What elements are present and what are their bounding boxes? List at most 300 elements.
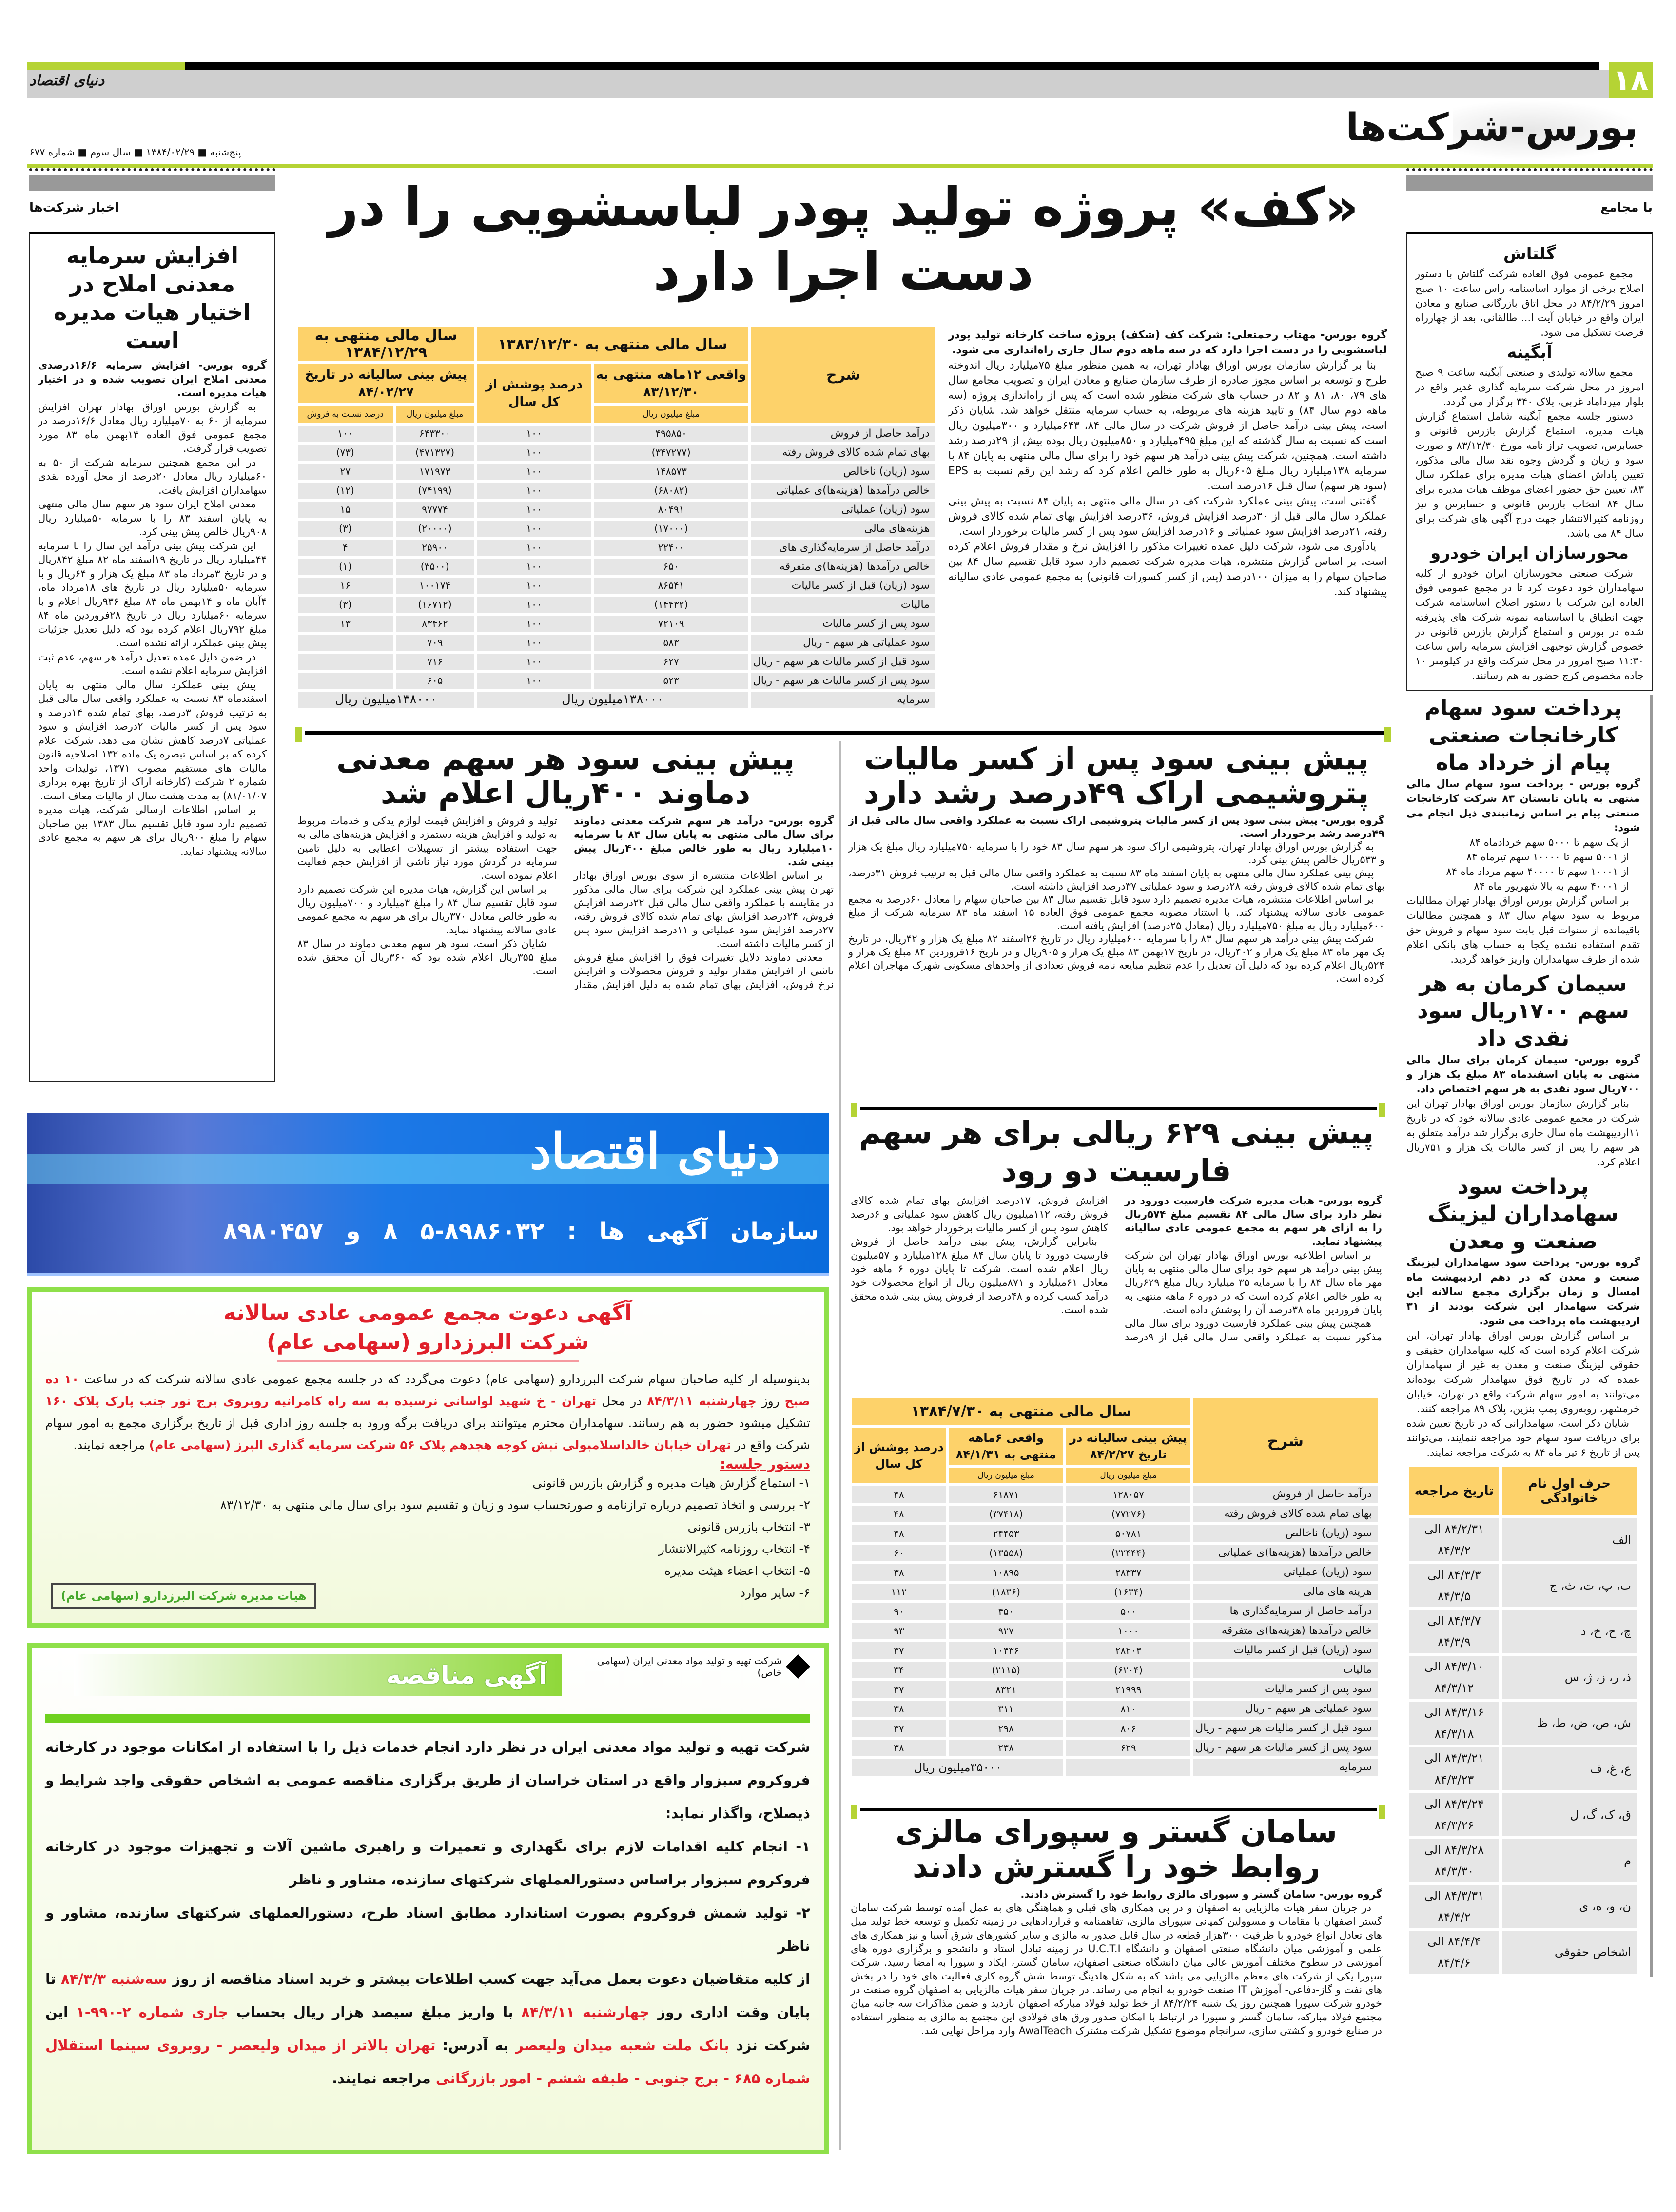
- table-row: [852, 1642, 1378, 1659]
- headline: پیش بینی سود هر سهم معدنی دماوند ۴۰۰ریال اعلام شد: [336, 741, 795, 811]
- ad-phones: [223, 1218, 819, 1245]
- paragraph: ۴- انتخاب روزنامه کثیرالانتشار: [658, 1542, 810, 1556]
- article-farsit: [851, 1114, 1382, 1344]
- group-header: سال مالی منتهی به ۱۳۸۳/۱۲/۳۰: [477, 327, 748, 361]
- cell: ۲۴۴۵۳: [949, 1525, 1064, 1542]
- cell: ۵۰۷۸۱: [1066, 1525, 1190, 1542]
- cell: ۱۵: [298, 502, 393, 518]
- paragraph: همچنین پیش بینی عملکرد فارسیت دورود برای سال مالی مذکور نسبت به عملکرد واقعی سال مالی قبل از ۹درصد افزایش فروش، ۱۷درصد افزایش بهای تمام شده کالای فروش رفته، ۱۱۲میلیون ریال کاهش سود عملیاتی و ۶درصد کاهش سود پس از کسر مالیات برخوردار خواهد بود.: [851, 1195, 1382, 1343]
- headline: پرداخت سود سهام کارخانجات صنعتی پیام از خرداد ماه: [1424, 696, 1622, 775]
- table-row: [1409, 1518, 1637, 1561]
- signature: هیات مدیره شرکت البرزدارو (سهامی عام): [51, 1583, 316, 1609]
- row-label: درآمد حاصل از سرمایه‌گذاری ها: [1193, 1603, 1378, 1620]
- paragraph: بنابراین گزارش، پیش بینی درآمد حاصل از فروش فارسیت دورود تا پایان سال ۸۴ مبلغ ۱۲۸میلیارد و ۵۷میلیون ریال اعلام شده است. شرکت تا پایان دوره ۶ ماهه خود معادل ۶۱میلیارد و ۸۷۱میلیون ریال از انواع محصولات خود درآمد کسب کرده و ۴۸درصد از فروش پیش بینی شده محقق شده است.: [851, 1236, 1109, 1316]
- row-label: مالیات: [1193, 1662, 1378, 1678]
- text: در محل: [596, 1394, 647, 1408]
- cell: (۱۸۳۶): [949, 1584, 1064, 1600]
- table-row: [1409, 1702, 1637, 1745]
- masthead-bar: [185, 62, 1599, 70]
- table-row: [852, 1506, 1378, 1522]
- column-label: با مجامع: [1600, 200, 1653, 215]
- cell: ۶۲۷: [594, 654, 748, 670]
- cell: ۸۴/۳/۱۰ الی ۸۴/۳/۱۲: [1409, 1656, 1499, 1699]
- cell: سرمایه: [751, 692, 935, 708]
- article-body: [851, 1194, 1382, 1344]
- cell: ۷۱۶: [396, 654, 474, 670]
- row-label: هزینه های مالی: [1193, 1584, 1378, 1600]
- paragraph: ۲- بررسی و اتخاذ تصمیم درباره ترازنامه و صورتحساب سود و زیان و تقسیم سود برای سال مالی منتهی به ۸۳/۱۲/۳۰: [220, 1498, 810, 1512]
- cell: (۷۴۱۹۹): [396, 483, 474, 499]
- table-row: [298, 426, 935, 442]
- cell: ۹۰: [852, 1603, 946, 1620]
- cell: (۱۶۳۴): [1066, 1584, 1190, 1600]
- sub-header: مبلغ میلیون ریال: [1066, 1468, 1190, 1483]
- paragraph: مجمع سالانه تولیدی و صنعتی آبگینه ساعت ۹ صبح امروز در محل شرکت سرمایه گذاری غدیر واقع در بلوار میرداماد غربی، پلاک ۳۴۰ برگزار می گردد.: [1415, 367, 1644, 407]
- article-body: [948, 328, 1387, 600]
- item-title: گلتاش: [1503, 244, 1556, 264]
- paragraph: ۶- سایر موارد: [740, 1586, 810, 1600]
- row-label: مالیات: [751, 597, 935, 613]
- cell: ۱۴۸۵۷۳: [594, 464, 748, 480]
- table-row: [298, 502, 935, 518]
- row-label: سود عملیاتی هر سهم - ریال: [751, 635, 935, 651]
- table-row: [852, 1525, 1378, 1542]
- headline: پیش بینی سود پس از کسر مالیات پتروشیمی اراک ۴۹درصد رشد دارد: [863, 741, 1369, 811]
- cell: ۱۲۸۰۵۷: [1066, 1486, 1190, 1503]
- row-label: خالص درآمدها (هزینه‌ها)ی عملیاتی: [1193, 1545, 1378, 1561]
- highlighted-text: سه‌شنبه ۸۴/۳/۳: [61, 1971, 168, 1987]
- kaf-financial-table: [295, 324, 938, 711]
- text: مراجعه نمایند.: [332, 2070, 436, 2087]
- cell: ۹۷۷۷۴: [396, 502, 474, 518]
- section-title: بورس-شرکت‌ها: [1345, 106, 1638, 150]
- row-label: ذ، ر، ز، ژ، س: [1502, 1656, 1637, 1699]
- cell: ۱۰۰: [477, 464, 591, 480]
- table-row: [1409, 1885, 1637, 1928]
- paragraph: معدنی املاح ایران سود هر سهم سال مالی منتهی به پایان اسفند ۸۳ را با سرمایه ۵۰میلیارد ریال ۹۰۸ریال خالص پیش بینی کرد.: [38, 498, 267, 538]
- label: سازمان آگهی ها :: [567, 1218, 819, 1245]
- headline: سیمان کرمان به هر سهم ۱۷۰۰ریال سود نقدی داد: [1417, 971, 1629, 1051]
- cell: [298, 654, 393, 670]
- phone: ۸۹۸۶۰۳۲-۵: [420, 1218, 545, 1245]
- cell: (۷۷۲۷۶): [1066, 1506, 1190, 1522]
- cell: (۲۰۰۰۰): [396, 521, 474, 537]
- table-row: [298, 445, 935, 461]
- page-number: ۱۸: [1609, 62, 1653, 98]
- cell: ۶۰۵: [396, 673, 474, 689]
- meetings-box: [1406, 232, 1653, 691]
- cell: ۶۲۹: [1066, 1740, 1190, 1756]
- highlighted-text: تهران - خ شهید لواسانی نرسیده به سه راه کامرانیه روبروی برج نور جنب پارک پلاک ۱۶۰: [45, 1394, 597, 1408]
- table-row: [1409, 1610, 1637, 1653]
- cell: (۱۴۴۳۲): [594, 597, 748, 613]
- paragraph: بر اساس اطلاعیه بورس اوراق بهادار تهران این شرکت پیش بینی درآمد هر سهم خود برای سال مالی منتهی به پایان مهر ماه سال ۸۴ را با سرمایه ۳۵ میلیارد ریال مبلغ ۶۲۹ریال به طور خالص اعلام کرده است که در دوره ۶ ماهه منتهی به پایان فروردین ماه ۳۸درصد آن را پوشش داده است.: [1125, 1249, 1383, 1316]
- divider: [277, 1360, 579, 1362]
- cell: ۸۴/۳/۷ الی ۸۴/۳/۹: [1409, 1610, 1499, 1653]
- table-row: [298, 521, 935, 537]
- row-label: سود پس از کسر مالیات: [751, 616, 935, 632]
- paragraph: در این مجمع همچنین سرمایه شرکت از ۵۰ به ۶۰میلیارد ریال معادل ۲۰درصد از محل آورده نقدی سهامداران افزایش یافت.: [38, 456, 267, 496]
- item-title: محورسازان ایران خودرو: [1430, 543, 1629, 563]
- paragraph: بنا بر گزارش سازمان بورس اوراق بهادار تهران، به همین منظور مبلغ ۷۵میلیارد ریال اندوخته طرح و توسعه بر اساس مجوز صادره از طرف سازمان صنایع و معادن ایران و تصویب مجامع سال های ۷۹، ۸۰، ۸۱ و ۸۲ در حساب های شرکت منظور شده است که پس از راه‌اندازی پروژه (سه ماهه دوم سال ۸۴) و تایید هزینه های مربوطه، به حساب سرمایه منتقل خواهد شد. شایان ذکر است، پیش بینی درآمد حاصل از فروش شرکت در سال مالی ۸۴، ۶۴۳میلیارد و ۳۰۰میلیون ریال است که نسبت به سال گذشته که این مبلغ ۴۹۵میلیارد و ۸۵۰میلیون ریال بوده بیش از ۲۹درصد رشد داشته است. همچنین، شرکت پیش بینی درآمد هر سهم خود را برای سال مالی منتهی به پایان ۸۴ با سرمایه ۱۳۸میلیارد ریال مبلغ ۶۰۵ریال به طور خالص اعلام کرد که رشد این رقم نسبت به EPS (سود هر سهم) سال قبل ۱۶درصد است.: [948, 359, 1387, 492]
- cell: ۵۲۳: [594, 673, 748, 689]
- cell: ۶۵۰: [594, 559, 748, 575]
- sub-header: مبلغ میلیون ریال: [396, 406, 474, 423]
- table-row: [298, 654, 935, 670]
- table-row: [852, 1740, 1378, 1756]
- leasing-schedule-table: [1406, 1464, 1640, 1977]
- text: به آدرس:: [435, 2037, 516, 2054]
- article-melah: [29, 232, 275, 1082]
- cell: ۱۰۰: [477, 578, 591, 594]
- row-label: سود (زیان) عملیاتی: [1193, 1564, 1378, 1581]
- cell: ۳۸: [852, 1740, 946, 1756]
- table-row: [852, 1564, 1378, 1581]
- article-body: [1406, 1052, 1640, 1169]
- cell: ۸۶۵۴۱: [594, 578, 748, 594]
- cell: ۳۸: [852, 1701, 946, 1717]
- paragraph: ۳- انتخاب بازرس قانونی: [687, 1520, 810, 1534]
- divider: [1406, 168, 1653, 171]
- cell: ۸۴/۴/۴ الی ۸۴/۴/۶: [1409, 1931, 1499, 1974]
- text: بدینوسیله از کلیه صاحبان سهام شرکت البرزدارو (سهامی عام) دعوت می‌گردد که در جلسه مجمع عمومی عادی سالانه شرکت که در ساعت: [79, 1372, 811, 1386]
- cell: ۸۰۴۹۱: [594, 502, 748, 518]
- notice-alborz-daru: [27, 1287, 829, 1628]
- cell: ۱۰۰: [477, 521, 591, 537]
- col-header: درصد پوشش از کل سال: [477, 364, 591, 423]
- col-header: پیش بینی سالیانه در تاریخ ۸۴/۰۲/۲۷: [298, 364, 474, 403]
- cell: ۱۰۸۹۵: [949, 1564, 1064, 1581]
- header-bar: [29, 175, 275, 191]
- cell: ۲۳۸: [949, 1740, 1064, 1756]
- cell: ۱۰۰: [477, 635, 591, 651]
- cell: ۸۴/۳/۳ الی ۸۴/۳/۵: [1409, 1564, 1499, 1607]
- table-row: [852, 1486, 1378, 1503]
- row-label: سود (زیان) عملیاتی: [751, 502, 935, 518]
- paragraph: گروه بورس- پرداخت سود سهامداران لیزینگ صنعت و معدن که در دهم اردیبهشت ماه امسال و زمان برگزاری مجمع سالانه این شرکت سهامدار این شرکت بودند از ۳۱ اردیبهشت ماه پرداخت می شود.: [1406, 1257, 1640, 1327]
- paragraph: بر اساس اطلاعات منتشره از سوی بورس اوراق بهادار تهران پیش بینی عملکرد این شرکت برای سال مالی مذکور در مقایسه با عملکرد واقعی سال مالی قبل ۲۲درصد افزایش فروش، ۲۴درصد افزایش بهای تمام شده کالای فروش رفته، ۲۷درصد افزایش سود عملیاتی و ۱۱درصد افزایش سود پس از کسر مالیات داشته است.: [574, 870, 834, 950]
- cell: (۲۲۴۴۴): [1066, 1545, 1190, 1561]
- highlighted-text: چهارشنبه ۸۴/۳/۱۱: [521, 2004, 650, 2020]
- paragraph: ۵- انتخاب اعضاء هیئت مدیره: [664, 1564, 810, 1578]
- row-label: م: [1502, 1839, 1637, 1882]
- cell: ۳۷: [852, 1720, 946, 1737]
- paragraph: گروه بورس- درآمد هر سهم شرکت معدنی دماوند برای سال مالی منتهی به پایان سال ۸۴ با سرمایه ۱۰میلیارد ریال به طور خالص مبلغ ۴۰۰ریال پیش بینی شد.: [574, 815, 834, 868]
- article-damavand: [297, 742, 834, 991]
- headline: پرداخت سود سهامداران لیزینگ صنعت و معدن: [1427, 1174, 1619, 1254]
- paragraph: در جریان سفر هیات مالزیایی به اصفهان و در پی همکاری های قبلی و هماهنگی های به عمل آمده توسط شرکت سامان گستر اصفهان با مقامات و مسوولین کمپانی سپورای مالزی، تفاهمنامه و قراردادهایی در زمینه تکمیل و توسعه خط تولید میل های تعادل انواع خودرو با ظرفیت ۳۰۰هزار قطعه در سال قابل صدور به مالزی و سایر کشورهای شرق آسیا و نیز همکاری های علمی و آموزشی میان دانشگاه صنعتی اصفهان و دانشگاه U.C.T.I در زمینه تبادل استاد و دانشجو و برگزاری دوره های آموزشی در سطوح مختلف آموزش عالی میان دانشگاه صنعتی اصفهان، سامان گستر، ایکاد و سپورا به امضا رسید. شرکت سپورا یکی از شرکت های معظم مالزیایی می باشد که به شکل هلدینگ توسط شش گروه کاری فعالیت های خود را در بخش های نفت و گاز-دفاعی- آموزش IT صنعت خودرو به انجام می رساند. در جریان سفر هیات مالزیایی به اصفهان گروه صنعت در خودرو شرکت سپورا همچنین روز یک شنبه ۸۴/۲/۲۴ از خط تولید فولاد مبارکه اصفهان بازدید و ضمن مذاکرات سه جانبه میان مجتمع فولاد مبارکه، سامان گستر و سپورا در ارتباط با امکان صدور ورق های فولادی این مجتمع به مالزی به منظور استفاده در صنایع خودرو و کشتی سازی، سرانجام موضوع تشکیل شرکت مشترک AwalTeach وارد مراحل نهایی شد.: [851, 1902, 1382, 2037]
- cell: ۳۸: [852, 1564, 946, 1581]
- table-row: [1409, 1564, 1637, 1607]
- item-title: آبگینه: [1507, 343, 1552, 362]
- article-kaf-body: [948, 328, 1387, 600]
- cell: ۲۵۹۰۰: [396, 540, 474, 556]
- cell: ۹۲۷: [949, 1623, 1064, 1639]
- ad-office-banner: [27, 1113, 829, 1276]
- table-row: [852, 1603, 1378, 1620]
- cell: ۲۱۹۹۹: [1066, 1681, 1190, 1698]
- table-row: [852, 1759, 1378, 1776]
- row-label: هزینه‌های مالی: [751, 521, 935, 537]
- paragraph: این شرکت پیش بینی درآمد این سال را با سرمایه ۴۴میلیارد ریال در تاریخ ۱۹اسفند ماه ۸۲ مبلغ ۸۴۲ریال و در تاریخ ۳مرداد ماه ۸۳ مبلغ یک هزار و ۶۴ریال و با سرمایه ۵۰میلیارد ریال در تاریخ های ۱۸مرداد ماه، ۴آبان ماه و ۱۴بهمن ماه ۸۳ مبلغ ۹۳۶ریال اعلام و با سرمایه ۶۰میلیارد ریال در تاریخ ۲۸فروردین ماه ۸۴ مبلغ ۷۹۲ریال اعلام کرده بود که دلیل تعدیل جزئیات پیش بینی عملکرد ارائه نشده است.: [38, 540, 267, 649]
- article-body: [297, 814, 834, 991]
- cell: ۷۲۱۰۹: [594, 616, 748, 632]
- article-body: [1415, 365, 1644, 541]
- cell: ۳۱۱: [949, 1701, 1064, 1717]
- cell: ۸۴/۳/۲۸ الی ۸۴/۳/۳۰: [1409, 1839, 1499, 1882]
- article-body: [45, 1730, 810, 1962]
- headline: سامان گستر و سپورای مالزی روابط خود را گسترش دادند: [896, 1814, 1337, 1884]
- paragraph: به گزارش بورس اوراق بهادار تهران افزایش سرمایه از ۶۰ به ۷۰میلیارد ریال معادل ۱۶/۶درصد در مجمع عمومی فوق العاده ۱۴بهمن ماه ۸۳ مورد تصویب قرار گرفت.: [38, 401, 267, 454]
- cell: (۶۲۰۴): [1066, 1662, 1190, 1678]
- table-row: [852, 1584, 1378, 1600]
- main-headline: «کف» پروژه تولید پودر لباسشویی را در دست اجرا دارد: [328, 177, 1359, 302]
- article-body: [1406, 1255, 1640, 1460]
- paragraph: گروه بورس- افزایش سرمایه ۱۶/۶درصدی معدنی املاح ایران تصویب شده و در اختیار هیات مدیره است.: [38, 359, 267, 399]
- paragraph: ۱- انجام کلیه اقدامات لازم برای نگهداری و تعمیرات و راهبری ماشین آلات و تجهیزات موجود در کارخانه فروکروم سبزوار براساس دستورالعملهای شرکتهای سازنده، مشاور و ناظر: [45, 1838, 810, 1888]
- cell: ۸۴/۳/۲۱ الی ۸۴/۳/۲۳: [1409, 1747, 1499, 1790]
- right-column-stories: [1406, 695, 1653, 1977]
- text: مراجعه نمایند.: [73, 1438, 149, 1452]
- group-header: سال مالی منتهی به ۱۳۸۴/۱۲/۲۹: [298, 327, 474, 361]
- cell: ۶۰: [852, 1545, 946, 1561]
- company-text: شرکت تهیه و تولید مواد معدنی ایران (سهامی خاص): [597, 1655, 782, 1678]
- text: روز: [756, 1394, 785, 1408]
- notice-title: آگهی مناقصه: [74, 1654, 562, 1696]
- item-text: مجمع عمومی فوق العاده شرکت گلتاش با دستور اصلاح برخی از موارد اساسنامه راس ساعت ۱۰ صبح امروز ۸۴/۲/۲۹ در محل اتاق بازرگانی صنایع و معادن ایران واقع در خیابان آیت ا... طالقانی، بعد از چهارراه فرصت تشکیل می شود.: [1415, 268, 1644, 338]
- phone: ۸ و ۸۹۸۰۴۵۷: [223, 1218, 398, 1245]
- cell: (۳): [298, 597, 393, 613]
- paragraph: یادآوری می شود، شرکت دلیل عمده تغییرات مذکور را افزایش نرخ و مقدار فروش اعلام کرده است. بر اساس گزارش منتشره، هیات مدیره شرکت تصمیم دارد سود قابل تقسیم سال ۸۴ بین صاحبان سهام را به میزان ۱۰۰درصد (پس از کسر کسورات قانونی) به مجمع عمومی عادی سالیانه پیشنهاد کند.: [948, 541, 1387, 598]
- row-label: ن، و، ه، ی: [1502, 1885, 1637, 1928]
- divider: [29, 168, 275, 171]
- row-label: سود (زیان) قبل از کسر مالیات: [1193, 1642, 1378, 1659]
- cell: (۳۴۷۲۷۷): [594, 445, 748, 461]
- sub-header: مبلغ میلیون ریال: [594, 406, 748, 423]
- paragraph: بر اساس اطلاعات ارسالی شرکت، هیات مدیره تصمیم دارد سود قابل تقسیم سال ۱۳۸۳ بین صاحبان سهام را مبلغ ۹۰۰ریال برای هر سهم به مجمع عادی سالانه پیشنهاد نماید.: [38, 804, 267, 857]
- cell: ۸۳۴۶۲: [396, 616, 474, 632]
- paragraph: بر اساس اطلاعات منتشره، هیات مدیره تصمیم دارد سود قابل تقسیم سال ۸۳ بین صاحبان سهام را معادل ۶۰درصد به مجمع عمومی عادی سالانه پیشنهاد کند. با استناد مصوبه مجمع عمومی فوق العاده ۱۵ اسفند ماه ۸۳ سرمایه شرکت از مبلغ ۶۰۰میلیارد ریال به مبلغ ۷۵۰میلیارد ریال (معادل ۲۵درصد) افزایش یافته است.: [848, 893, 1385, 931]
- table-row: [298, 540, 935, 556]
- cell: [1066, 1759, 1190, 1776]
- paragraph: ۱- استماع گزارش هیات مدیره و گزارش بازرس قانونی: [532, 1476, 810, 1490]
- paragraph: پیش بینی عملکرد سال مالی منتهی به پایان اسفند ماه ۸۳ نسبت به عملکرد واقعی سال مالی قبل به ترتیب فروش ۳۱درصد، بهای تمام شده کالای فروش رفته ۲۸درصد و سود عملیاتی ۳۷درصد افزایش داشته است.: [848, 867, 1384, 892]
- cell: [298, 635, 393, 651]
- cell: (۷۳): [298, 445, 393, 461]
- paragraph: بر اساس این گزارش، هیات مدیره این شرکت تصمیم دارد سود قابل تقسیم سال ۸۴ را مبلغ ۳میلیارد و ۷۰۰میلیون ریال به طور خالص معادل ۳۷۰ریال برای هر سهم به مجمع عمومی عادی سالانه پیشنهاد نماید.: [297, 883, 557, 936]
- row-label: خالص درآمدها (هزینه‌ها)ی متفرقه: [751, 559, 935, 575]
- col-header: پیش بینی سالیانه در تاریخ ۸۴/۲/۲۷: [1066, 1428, 1190, 1465]
- masthead-band: [27, 70, 1609, 98]
- row-label: ش، ص، ض، ط، ظ: [1502, 1702, 1637, 1745]
- divider-accent: [1384, 727, 1391, 742]
- table-row: [852, 1681, 1378, 1698]
- cell: ۲۲۴۰۰: [594, 540, 748, 556]
- row-label: سود (زیان) ناخالص: [751, 464, 935, 480]
- col-header: حرف اول نام خانوادگی: [1502, 1467, 1637, 1515]
- cell: (۱): [298, 559, 393, 575]
- highlighted-text: چهارشنبه ۸۴/۳/۱۱: [647, 1394, 757, 1408]
- cell: ۵۸۳: [594, 635, 748, 651]
- divider: [27, 164, 1653, 168]
- paragraph: از ۱۰۰۰۱ سهم تا ۴۰۰۰۰ سهم مرداد ماه ۸۴: [1446, 866, 1629, 877]
- table-row: [1409, 1793, 1637, 1836]
- row-label: سود (زیان) ناخالص: [1193, 1525, 1378, 1542]
- table-row: [298, 483, 935, 499]
- paragraph: از یک سهم تا ۵۰۰۰ سهم خردادماه ۸۴: [1469, 836, 1629, 848]
- column-label: اخبار شرکت‌ها: [29, 200, 119, 215]
- cell: ۱۰۰: [477, 559, 591, 575]
- cell: ۳۵۰۰۰میلیون ریال: [852, 1759, 1063, 1776]
- cell: ۴۹۵۸۵۰: [594, 426, 748, 442]
- cell: (۲۱۱۵): [949, 1662, 1064, 1678]
- notice-title: شرکت البرزدارو (سهامی عام): [266, 1330, 589, 1355]
- paragraph: به گزارش بورس اوراق بهادار تهران، پتروشیمی اراک سود هر سهم سال ۸۳ خود را با سرمایه ۷۵۰میلیارد ریال مبلغ یک هزار و ۵۳۳ریال خالص پیش بینی کرد.: [848, 841, 1384, 866]
- row-label: درآمد حاصل از فروش: [751, 426, 935, 442]
- table-row: [298, 635, 935, 651]
- row-label: درآمد حاصل از فروش: [1193, 1486, 1378, 1503]
- cell: ۱۰۴۳۶: [949, 1642, 1064, 1659]
- table-row: [852, 1720, 1378, 1737]
- col-header: شرح: [751, 327, 935, 423]
- masthead-accent: [27, 62, 185, 70]
- paragraph: دستور جلسه مجمع آبگینه شامل استماع گزارش هیات مدیره، استماع گزارش بازرس قانونی و حسابرس، تصویب تراز نامه مورخ ۸۳/۱۲/۳۰ و صورت سود و زیان و گردش وجوه نقد سال مالی مذکور، تعیین پاداش اعضای هیات مدیره برای عملکرد سال ۸۳، تعیین حق حضور اعضای موظف هیات مدیره برای سال ۸۴ انتخاب بازرس قانونی و حسابرس و نیز روزنامه کثیرالانتشار جهت درج آگهی های شرکت برای سال ۸۴ می باشد.: [1415, 410, 1644, 539]
- table-row: [1409, 1656, 1637, 1699]
- highlighted-text: جاری شماره ۲-۹۹۰-۱: [76, 2004, 229, 2020]
- right-column: [1406, 232, 1653, 1977]
- article-arak: [848, 742, 1384, 985]
- article-body: [38, 358, 267, 858]
- article-saman-gostar: [851, 1814, 1382, 2037]
- paragraph: بر اساس گزارش بورس اوراق بهادار تهران، این شرکت اعلام کرده است که کلیه سهامداران حقیقی و حقوقی لیزینگ صنعت و معدن به غیر از سهامداران عمده که در تاریخ فوق سهامدار شرکت بوده‌اند می‌توانند به امور سهام شرکت واقع در تهران، خیابان خرمشهر، روبه‌روی پمپ بنزین، پلاک ۸۹ مراجعه کنند.: [1406, 1330, 1640, 1415]
- left-column-header: [29, 168, 275, 232]
- cell: ۱۰۰: [477, 597, 591, 613]
- farsit-financial-table: [849, 1395, 1381, 1779]
- row-label: ب، پ، ت، ث، ج: [1502, 1564, 1637, 1607]
- text: تشکیل میشود حضور به هم رسانند. سهامداران محترم میتوانند برای دریافت برگه ورود به جلسه روز اداری قبل از تاریخ برگزاری مجمع به امور سهام شرکت واقع در: [45, 1416, 810, 1452]
- row-label: بهای تمام شده کالای فروش رفته: [1193, 1506, 1378, 1522]
- cell: ۱۱۲: [852, 1584, 946, 1600]
- notice-title: آگهی دعوت مجمع عمومی عادی سالانه: [223, 1300, 632, 1325]
- cell: (۳۵۰۰): [396, 559, 474, 575]
- headline: پیش بینی ۶۲۹ ریالی برای هر سهم فارسیت دو رود: [858, 1115, 1374, 1188]
- paragraph: از ۵۰۰۱ سهم تا ۱۰۰۰۰ سهم تیرماه ۸۴: [1466, 851, 1629, 863]
- cell: ۱۰۰: [477, 483, 591, 499]
- highlighted-text: تهران بالاتر از میدان ولیعصر - روبروی سینما استقلال شماره ۶۸۵ - برج جنوبی - طبقه ششم - امور بازرگانی: [45, 2037, 810, 2087]
- headline: افزایش سرمایه معدنی املاح در اختیار هیات مدیره است: [54, 242, 251, 353]
- paragraph: گفتنی است، پیش بینی عملکرد شرکت کف در سال مالی منتهی به پایان ۸۴ نسبت به پیش بینی عملکرد سال مالی قبل از ۳۰درصد افزایش فروش، ۳۶درصد افزایش بهای تمام شده کالای فروش رفته، ۲۱درصد افزایش سود عملیاتی و ۱۶درصد افزایش سود پس از کسر مالیات برخوردار است.: [948, 495, 1387, 538]
- cell: ۴۸: [852, 1506, 946, 1522]
- paragraph: بر اساس گزارش بورس اوراق بهادار تهران مطالبات مربوط به سود سهام سال ۸۳ و همچنین مطالبات باقیمانده از سنوات قبل بابت سود سهام و فروش حق تقدم استفاده نشده یکجا به حساب های بانکی اعلام شده از طرف سهامداران واریز خواهد گردید.: [1406, 895, 1640, 965]
- cell: ۱۰۰: [477, 502, 591, 518]
- table-row: [298, 616, 935, 632]
- paragraph: بنابر گزارش سازمان بورس اوراق بهادار تهران این شرکت در مجمع عمومی عادی سالانه خود که در تاریخ ۱۱اردیبهشت ماه سال جاری برگزار شد درآمد متعلق به هر سهم را پس از کسر مالیات یک هزار و ۷۵۱ریال اعلام کرد.: [1406, 1098, 1640, 1168]
- row-label: الف: [1502, 1518, 1637, 1561]
- row-label: سود پس از کسر مالیات: [1193, 1681, 1378, 1698]
- cell: ۲۸۲۰۳: [1066, 1642, 1190, 1659]
- cell: ۶۱۸۷۱: [949, 1486, 1064, 1503]
- table-row: [1409, 1931, 1637, 1974]
- cell: ۸۱۰: [1066, 1701, 1190, 1717]
- row-label: سود پس از کسر مالیات هر سهم - ریال: [1193, 1740, 1378, 1756]
- paragraph: گروه بورس- سیمان کرمان برای سال مالی منتهی به پایان اسفندماه ۸۳ مبلغ یک هزار و ۷۰۰ریال سود نقدی به هر سهم اختصاص داد.: [1406, 1054, 1640, 1095]
- row-label: اشخاص حقوقی: [1502, 1931, 1637, 1974]
- cell: ۱۰۰: [477, 654, 591, 670]
- row-label: سود قبل از کسر مالیات هر سهم - ریال: [751, 654, 935, 670]
- cell: ۸۴/۲/۳۱ الی ۸۴/۳/۲: [1409, 1518, 1499, 1561]
- cell: ۱۰۰۰: [1066, 1623, 1190, 1639]
- paragraph: در ضمن دلیل عمده تعدیل درآمد هر سهم، عدم ثبت افزایش سرمایه اعلام نشده است.: [38, 651, 267, 677]
- notice-body: [45, 1368, 810, 1456]
- sub-header: مبلغ میلیون ریال: [949, 1468, 1064, 1483]
- text: از کلیه متقاضیان دعوت بعمل می‌آید جهت کسب اطلاعات بیشتر و خرید اسناد مناقصه از روز: [167, 1971, 811, 1987]
- divider-accent: [295, 727, 302, 742]
- cell: ۳۷: [852, 1642, 946, 1659]
- row-label: بهای تمام شده کالای فروش رفته: [751, 445, 935, 461]
- cell: ۱۷۱۹۷۳: [396, 464, 474, 480]
- cell: ۱۳۸۰۰۰میلیون ریال: [298, 692, 474, 708]
- col-header: شرح: [1193, 1398, 1378, 1483]
- company-logo-icon: [786, 1654, 810, 1679]
- cell: (۱۳۵۵۸): [949, 1545, 1064, 1561]
- cell: ۱۶: [298, 578, 393, 594]
- header-bar: [1406, 175, 1653, 191]
- cell: ۸۴/۳/۱۶ الی ۸۴/۳/۱۸: [1409, 1702, 1499, 1745]
- article-body: [851, 1887, 1382, 2037]
- row-label: خالص درآمدها (هزینه‌ها)ی عملیاتی: [751, 483, 935, 499]
- right-column-header: [1406, 168, 1653, 232]
- company-name: [581, 1654, 810, 1679]
- article-body: [848, 814, 1384, 985]
- notice-header: [45, 1654, 810, 1708]
- row-label: سود (زیان) قبل از کسر مالیات: [751, 578, 935, 594]
- cell: (۱۲): [298, 483, 393, 499]
- paragraph: معدنی دماوند دلایل تغییرات فوق را افزایش مبلغ فروش ناشی از افزایش مقدار تولید و فروش محصولات و افزایش نرخ فروش، افزایش بهای تمام شده به دلیل افزایش مقدار تولید و فروش و افزایش قیمت لوازم یدکی و خدمات مربوط به تولید و افزایش هزینه دستمزد و افزایش هزینه‌های مالی به جهت استفاده بیشتر از تسهیلات اعطایی به دلیل تامین سرمایه در گردش مورد نیاز ناشی از افزایش حجم فعالیت اعلام نموده است.: [297, 815, 834, 990]
- cell: ۳۷: [852, 1681, 946, 1698]
- table-row: [298, 692, 935, 708]
- cell: ۶۴۳۳۰۰: [396, 426, 474, 442]
- row-label: سود پس از کسر مالیات هر سهم - ریال: [751, 673, 935, 689]
- cell: ۲۸۳۳۷: [1066, 1564, 1190, 1581]
- col-header: واقعی ۱۲ماهه منتهی به ۸۳/۱۲/۳۰: [594, 364, 748, 403]
- cell: ۳۴: [852, 1662, 946, 1678]
- divider: [305, 731, 1384, 735]
- divider: [860, 1107, 1377, 1110]
- cell: ۵۰۰: [1066, 1603, 1190, 1620]
- paragraph: شرکت پیش بینی درآمد هر سهم سال ۸۳ را با سرمایه ۶۰۰میلیارد ریال در تاریخ ۲۶اسفند ۸۲ مبلغ یک هزار و ۴۲ریال، در تاریخ یک مهر ماه ۸۳ مبلغ یک هزار و ۴۰۲ریال، در تاریخ ۱۷بهمن ۸۳ مبلغ یک هزار و ۹۰۵ریال و در تاریخ ۱۶فروردین ۸۴ مبلغ یک هزار و ۵۲۴ریال اعلام کرده بود که دلیل آن تعدیل را عدم تنظیم مبایعه نامه فروش تعدادی از واحدهای مسکونی شهرک مهاجران اعلام کرده است.: [848, 933, 1385, 984]
- sub-header: درصد نسبت به فروش: [298, 406, 393, 423]
- cell: ۱۰۰: [477, 540, 591, 556]
- paragraph: شایان ذکر است، سود هر سهم معدنی دماوند در سال ۸۳ مبلغ ۳۵۵ریال اعلام شده بود که ۳۶۰ریال آن محقق شده است.: [297, 938, 557, 977]
- table-row: [852, 1701, 1378, 1717]
- highlighted-text: ۱۰ ده صبح: [45, 1372, 810, 1408]
- row-label: درآمد حاصل از سرمایه‌گذاری های: [751, 540, 935, 556]
- cell: (۶۸۰۸۲): [594, 483, 748, 499]
- cell: ۸۳۲۱: [949, 1681, 1064, 1698]
- cell: ۱۰۰: [477, 426, 591, 442]
- cell: (۴۷۱۳۲۷): [396, 445, 474, 461]
- cell: ۱۰۰: [298, 426, 393, 442]
- cell: ۱۰۰۱۷۴: [396, 578, 474, 594]
- paragraph: گروه بورس- سامان گستر و سپورای مالزی روابط خود را گسترش دادند.: [1020, 1888, 1382, 1900]
- paragraph: شرکت تهیه و تولید مواد معدنی ایران در نظر دارد انجام خدمات ذیل را با استفاده از امکانات موجود در کارخانه فروکروم سبزوار واقع در استان خراسان از طریق برگزاری مناقصه عمومی به اشخاص حقوقی واجد شرایط و ذیصلاح، واگذار نماید:: [45, 1739, 810, 1822]
- cell: ۸۴/۳/۲۴ الی ۸۴/۳/۲۶: [1409, 1793, 1499, 1836]
- cell: ۱۳: [298, 616, 393, 632]
- cell: ۷۰۹: [396, 635, 474, 651]
- newspaper-logo: دنیای اقتصاد: [529, 1123, 780, 1180]
- text: این شرکت نزد: [45, 2004, 810, 2054]
- paragraph: گروه بورس- هیات مدیره شرکت فارسیت دورود در نظر دارد برای سال مالی ۸۴ تقسیم مبلغ ۵۷۴ریال را به ازای هر سهم به مجمع عمومی عادی سالیانه پیشنهاد نماید.: [1125, 1195, 1382, 1247]
